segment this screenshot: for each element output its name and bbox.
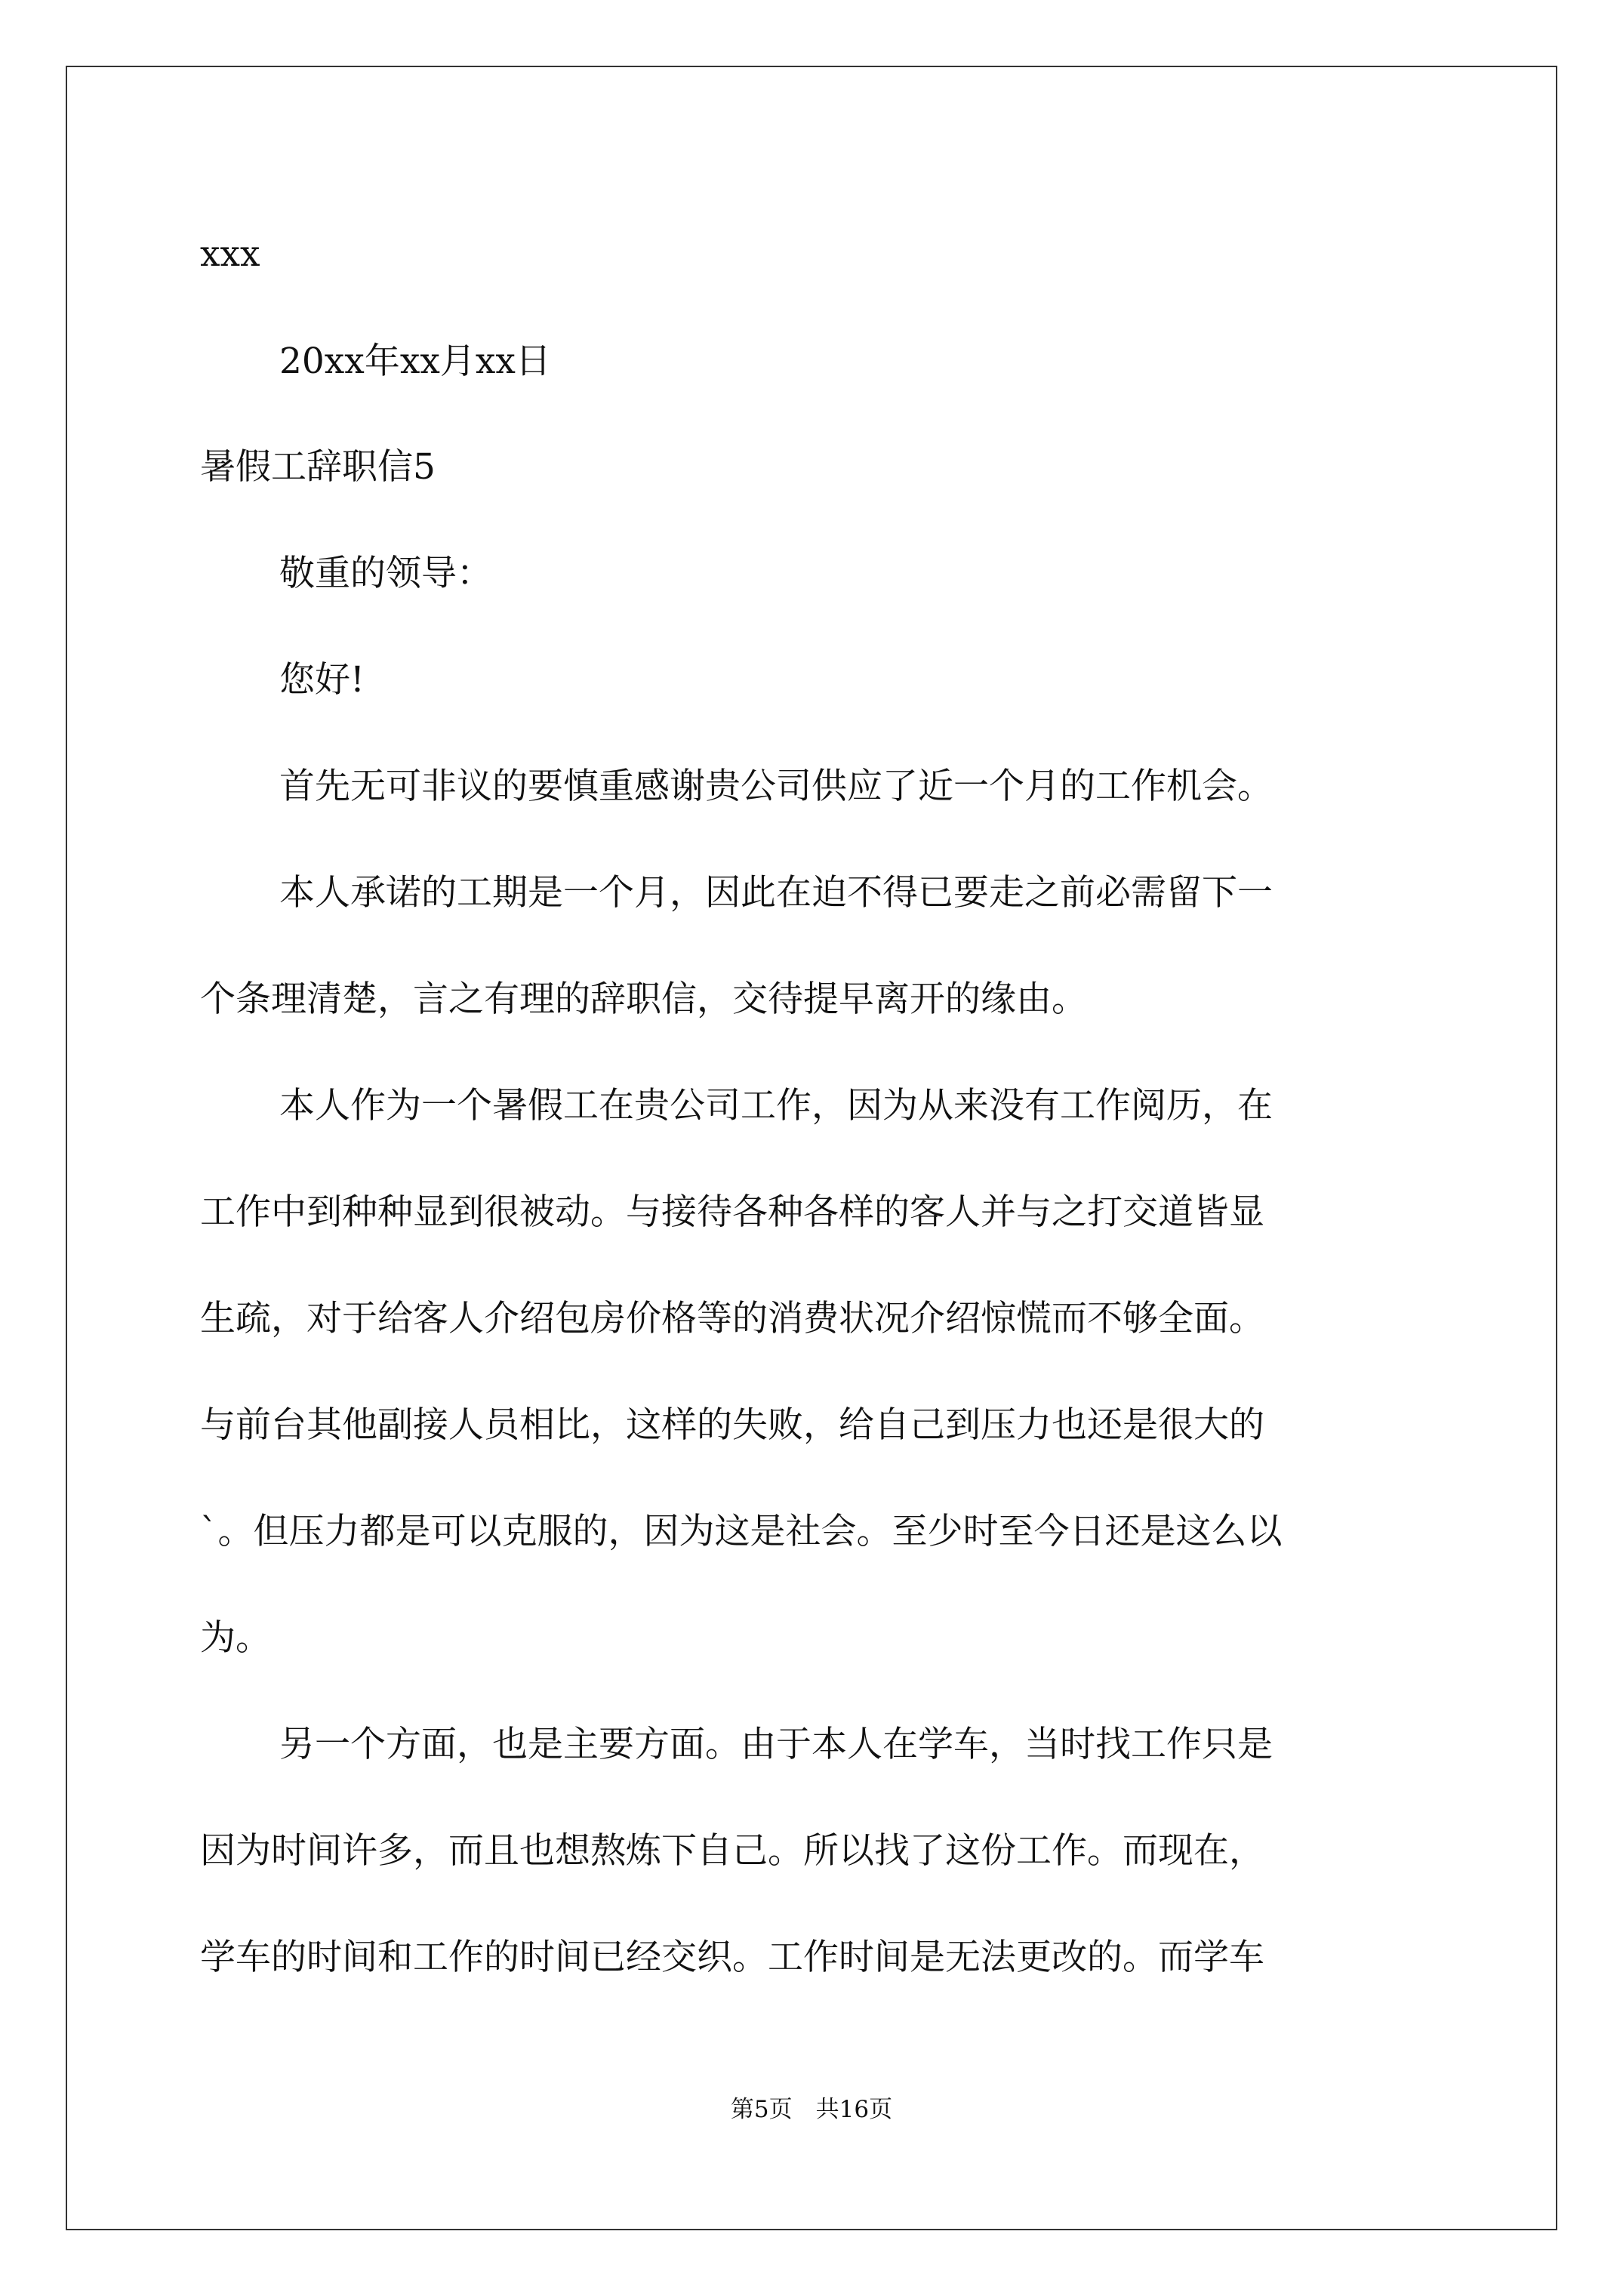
paragraph-line: 首先无可非议的要慎重感谢贵公司供应了近一个月的工作机会。 bbox=[279, 766, 1273, 807]
greeting: 您好! bbox=[279, 659, 365, 701]
paragraph-line: 个条理清楚，言之有理的辞职信，交待提早离开的缘由。 bbox=[200, 978, 1087, 1020]
signature-name: xxx bbox=[200, 233, 260, 275]
paragraph-line: 学车的时间和工作的时间已经交织。工作时间是无法更改的。而学车 bbox=[200, 1937, 1264, 1978]
paragraph-line: 工作中到种种显到很被动。与接待各种各样的客人并与之打交道皆显 bbox=[200, 1191, 1264, 1233]
page-number-footer: 第5页 共16页 bbox=[730, 2096, 893, 2123]
page-border bbox=[66, 66, 1557, 2230]
paragraph-line: 与前台其他副接人员相比，这样的失败，给自己到压力也还是很大的 bbox=[200, 1404, 1264, 1446]
paragraph-line: 为。 bbox=[200, 1617, 271, 1659]
paragraph-line: 因为时间许多，而且也想熬炼下自己。所以找了这份工作。而现在， bbox=[200, 1830, 1264, 1872]
paragraph-line: 生疏，对于给客人介绍包房价格等的消费状况介绍惊慌而不够全面。 bbox=[200, 1298, 1264, 1339]
paragraph-line: 另一个方面，也是主要方面。由于本人在学车，当时找工作只是 bbox=[279, 1724, 1273, 1765]
paragraph-line: 本人作为一个暑假工在贵公司工作，因为从来没有工作阅历，在 bbox=[279, 1085, 1273, 1126]
salutation: 敬重的领导： bbox=[279, 553, 492, 594]
section-title: 暑假工辞职信5 bbox=[200, 446, 436, 488]
signature-date: 20xx年xx月xx日 bbox=[279, 341, 551, 382]
paragraph-line: 本人承诺的工期是一个月，因此在迫不得已要走之前必需留下一 bbox=[279, 872, 1273, 914]
paragraph-line: `。但压力都是可以克服的，因为这是社会。至少时至今日还是这么以 bbox=[200, 1511, 1283, 1552]
